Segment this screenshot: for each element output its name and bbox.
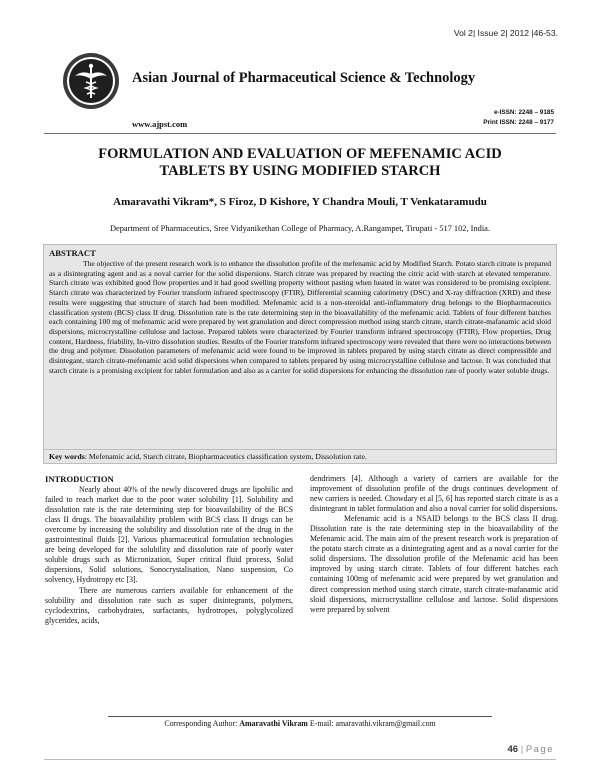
corresponding-name: Amaravathi Vikram xyxy=(239,719,308,728)
eissn: e-ISSN: 2248 – 9185 xyxy=(493,109,554,116)
page-number-value: 46 xyxy=(507,744,519,755)
introduction-heading: INTRODUCTION xyxy=(45,474,114,484)
abstract-box xyxy=(43,244,557,458)
affiliation: Department of Pharmaceutics, Sree Vidyanikethan College of Pharmacy, A.Rangampet, Tirupati - 517 102, India. xyxy=(109,224,490,233)
keywords-text: : Mefenamic acid, Starch citrate, Biopharmaceutics classification system, Dissolution rate. xyxy=(84,452,367,461)
body-paragraph: There are numerous carriers available for enhancement of the solubility and dissolution rate such as super disintegrants, polymers, cyclodextrins, carbohydrates, surfactants, hydrotropes, polyglycolized glycerides, acids, xyxy=(45,585,293,625)
abstract-heading: ABSTRACT xyxy=(49,248,96,258)
page-number xyxy=(507,744,554,755)
bottom-divider xyxy=(44,759,556,760)
page-separator: | xyxy=(520,744,524,755)
keywords-box xyxy=(43,449,557,464)
paper-title xyxy=(40,146,560,180)
keywords-label: Key words xyxy=(49,452,85,461)
corresponding-label: Corresponding Author: xyxy=(164,719,238,728)
journal-title: Asian Journal of Pharmaceutical Science & Technology xyxy=(132,70,476,86)
footer-divider xyxy=(108,716,492,717)
body-column-right xyxy=(310,474,558,615)
print-issn: Print ISSN: 2248 – 9177 xyxy=(483,119,554,126)
corresponding-email[interactable]: E-mail: amaravathi.vikram@gmail.com xyxy=(309,719,436,728)
page-word: Page xyxy=(525,744,554,755)
paper-title-line-1: FORMULATION AND EVALUATION OF MEFENAMIC ACID xyxy=(98,146,502,162)
body-paragraph: Nearly about 40% of the newly discovered drugs are lipohilic and failed to reach market due to the poor water solubility [1]. Solubility and dissolution rate is the rate determining step for bioavailability of the BCS class II drugs. The bioavailability problem with BCS class II drugs can be overcome by increasing the solubility and dissolution rate of the drug in the gastrointestinal fluids [2]. Various pharmaceutical formulation technologies are being developed for the solubility and dissolution rate of poorly water soluble drugs such as Micronization, Super critical fluid process, Solid dispersions, Solid solutions, Sonocrystalisation, Nano suspension, Co solvency, Hydrotropy etc [3]. xyxy=(45,485,293,585)
issn-block xyxy=(483,108,554,128)
author-list: Amaravathi Vikram*, S Firoz, D Kishore, Y Chandra Mouli, T Venkataramudu xyxy=(113,196,487,208)
journal-website[interactable]: www.ajpst.com xyxy=(132,119,188,129)
body-paragraph: dendrimers [4]. Although a variety of carriers are available for the improvement of dissolution profile of the drugs continues development of new carriers is needed. Chowdary et al [5, 6] has reported starch citrate is as a disintegrant in tablet formulation and also a noval carrier for solid dispersions. xyxy=(310,474,558,514)
journal-logo xyxy=(62,52,120,110)
header-divider xyxy=(44,133,556,134)
body-column-left xyxy=(45,474,293,626)
volume-issue: Vol 2| Issue 2| 2012 |46-53. xyxy=(453,28,558,38)
body-paragraph: Mefenamic acid is a NSAID belongs to the BCS class II drug. Dissolution rate is the rate determining step in the bioavailability of the Mefenamic acid. The main aim of the present research work is preparation of the potato starch citrate as a disintegrating agent and as a noval carrier for the solid dispersions. The dissolution profile of the Mefenamic acid has been improved by using starch citrate. Tablets of four different batches each containing 100mg of mefenamic acid were prepared by wet granulation and direct compression method using starch citrate, starch citrate-mafanamic acid sloid dispersions, microcrystalline cellulose and lactose. Solid dispersions were prepared by solvent xyxy=(310,514,558,614)
abstract-text: The objective of the present research work is to enhance the dissolution profile of the mefenamic acid by Modified Starch. Potato starch citrate is prepared as a disintegrating agent and as a noval carrier for the solid dispersions. Starch citrate was prepared by reacting the citric acid with starch at elevated temperature. Starch citrate was exhibited good flow properties and it had good swelling property without pasting when heated in water was considered to be promising excipient. Starch citrate was characterized by Fourier transform infrared spectroscopy (FTIR), Differential scanning calorimetry (DSC) and X-ray diffraction (XRD) and these results were suggesting that structure of starch had been modified. Mefenamic acid is a non-steroidal anti-inflammatory drug belongs to the Biopharmaceutics classification system (BCS) class II drug. Dissolution rate is the rate determining step in the bioavailability of the mefenamic acid. Tablets of four different batches each containing 100 mg of mefenamic acid were prepared by wet granulation and direct compression method using starch citrate, starch citrate-mafanamic acid sloid dispersions, microcrystalline cellulose and lactose. Prepared tablets were characterized by Fourier transform infrared spectroscopy (FTIR), Flow properties, Drug content, Hardness, friability, In-vitro dissolution studies. Results of the Fourier transform infrared spectroscopy were revealed that there were no interactions between the drug and polymer. Dissolution parameters of mefenamic acid were found to be improved in tablets prepared by using starch citrate as direct compressible and disintegant, starch citrate-mefenamic acid solid dispersions when compared to tablets prepared by using microcrystalline cellulose and lactose. It was concluded that starch citrate is a promising excipient for tablet formulation and also as a carrier for solid dispersions for enhancing the dissolution rate of poorly water soluble drugs. xyxy=(49,259,551,375)
corresponding-author xyxy=(40,719,560,728)
paper-title-line-2: TABLETS BY USING MODIFIED STARCH xyxy=(159,163,441,179)
